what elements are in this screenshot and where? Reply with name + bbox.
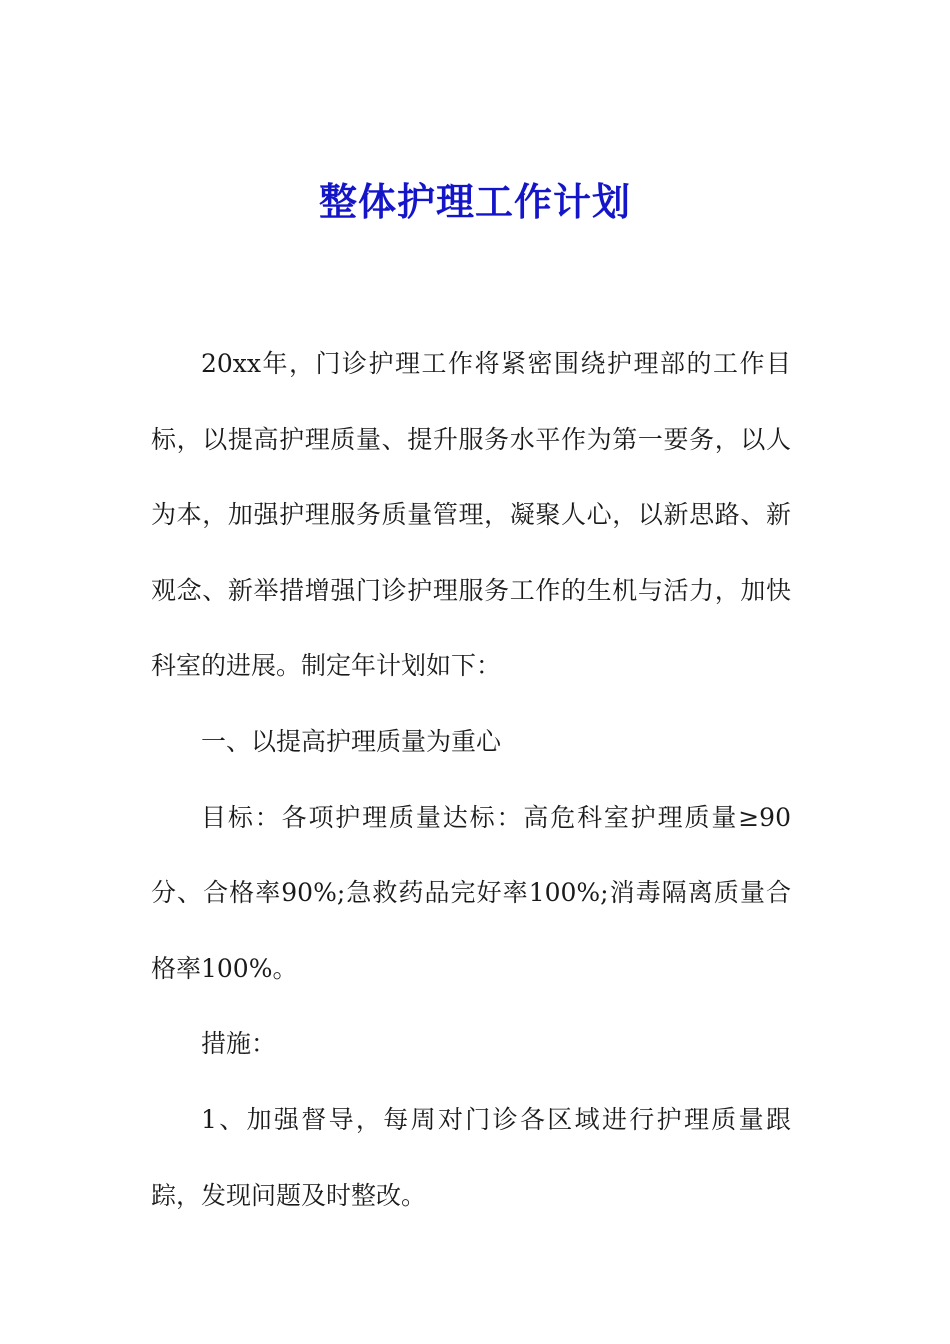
intro-paragraph: 20xx年，门诊护理工作将紧密围绕护理部的工作目标，以提高护理质量、提升服务水平作为第一要务，以人为本，加强护理服务质量管理，凝聚人心，以新思路、新观念、新举措增强门诊护理服务工作的生机与活力，加快科室的进展。制定年计划如下： <box>151 349 791 681</box>
document-body <box>151 326 791 1233</box>
measures-heading: 措施： <box>201 1029 277 1059</box>
measure-item-1: 1、加强督导，每周对门诊各区域进行护理质量跟踪，发现问题及时整改。 <box>151 1104 791 1210</box>
goal-paragraph: 目标：各项护理质量达标：高危科室护理质量≥90分、合格率90%;急救药品完好率100%;消毒隔离质量合格率100%。 <box>151 802 791 983</box>
document-title: 整体护理工作计划 <box>318 180 631 224</box>
section-heading-1: 一、以提高护理质量为重心 <box>201 726 502 756</box>
